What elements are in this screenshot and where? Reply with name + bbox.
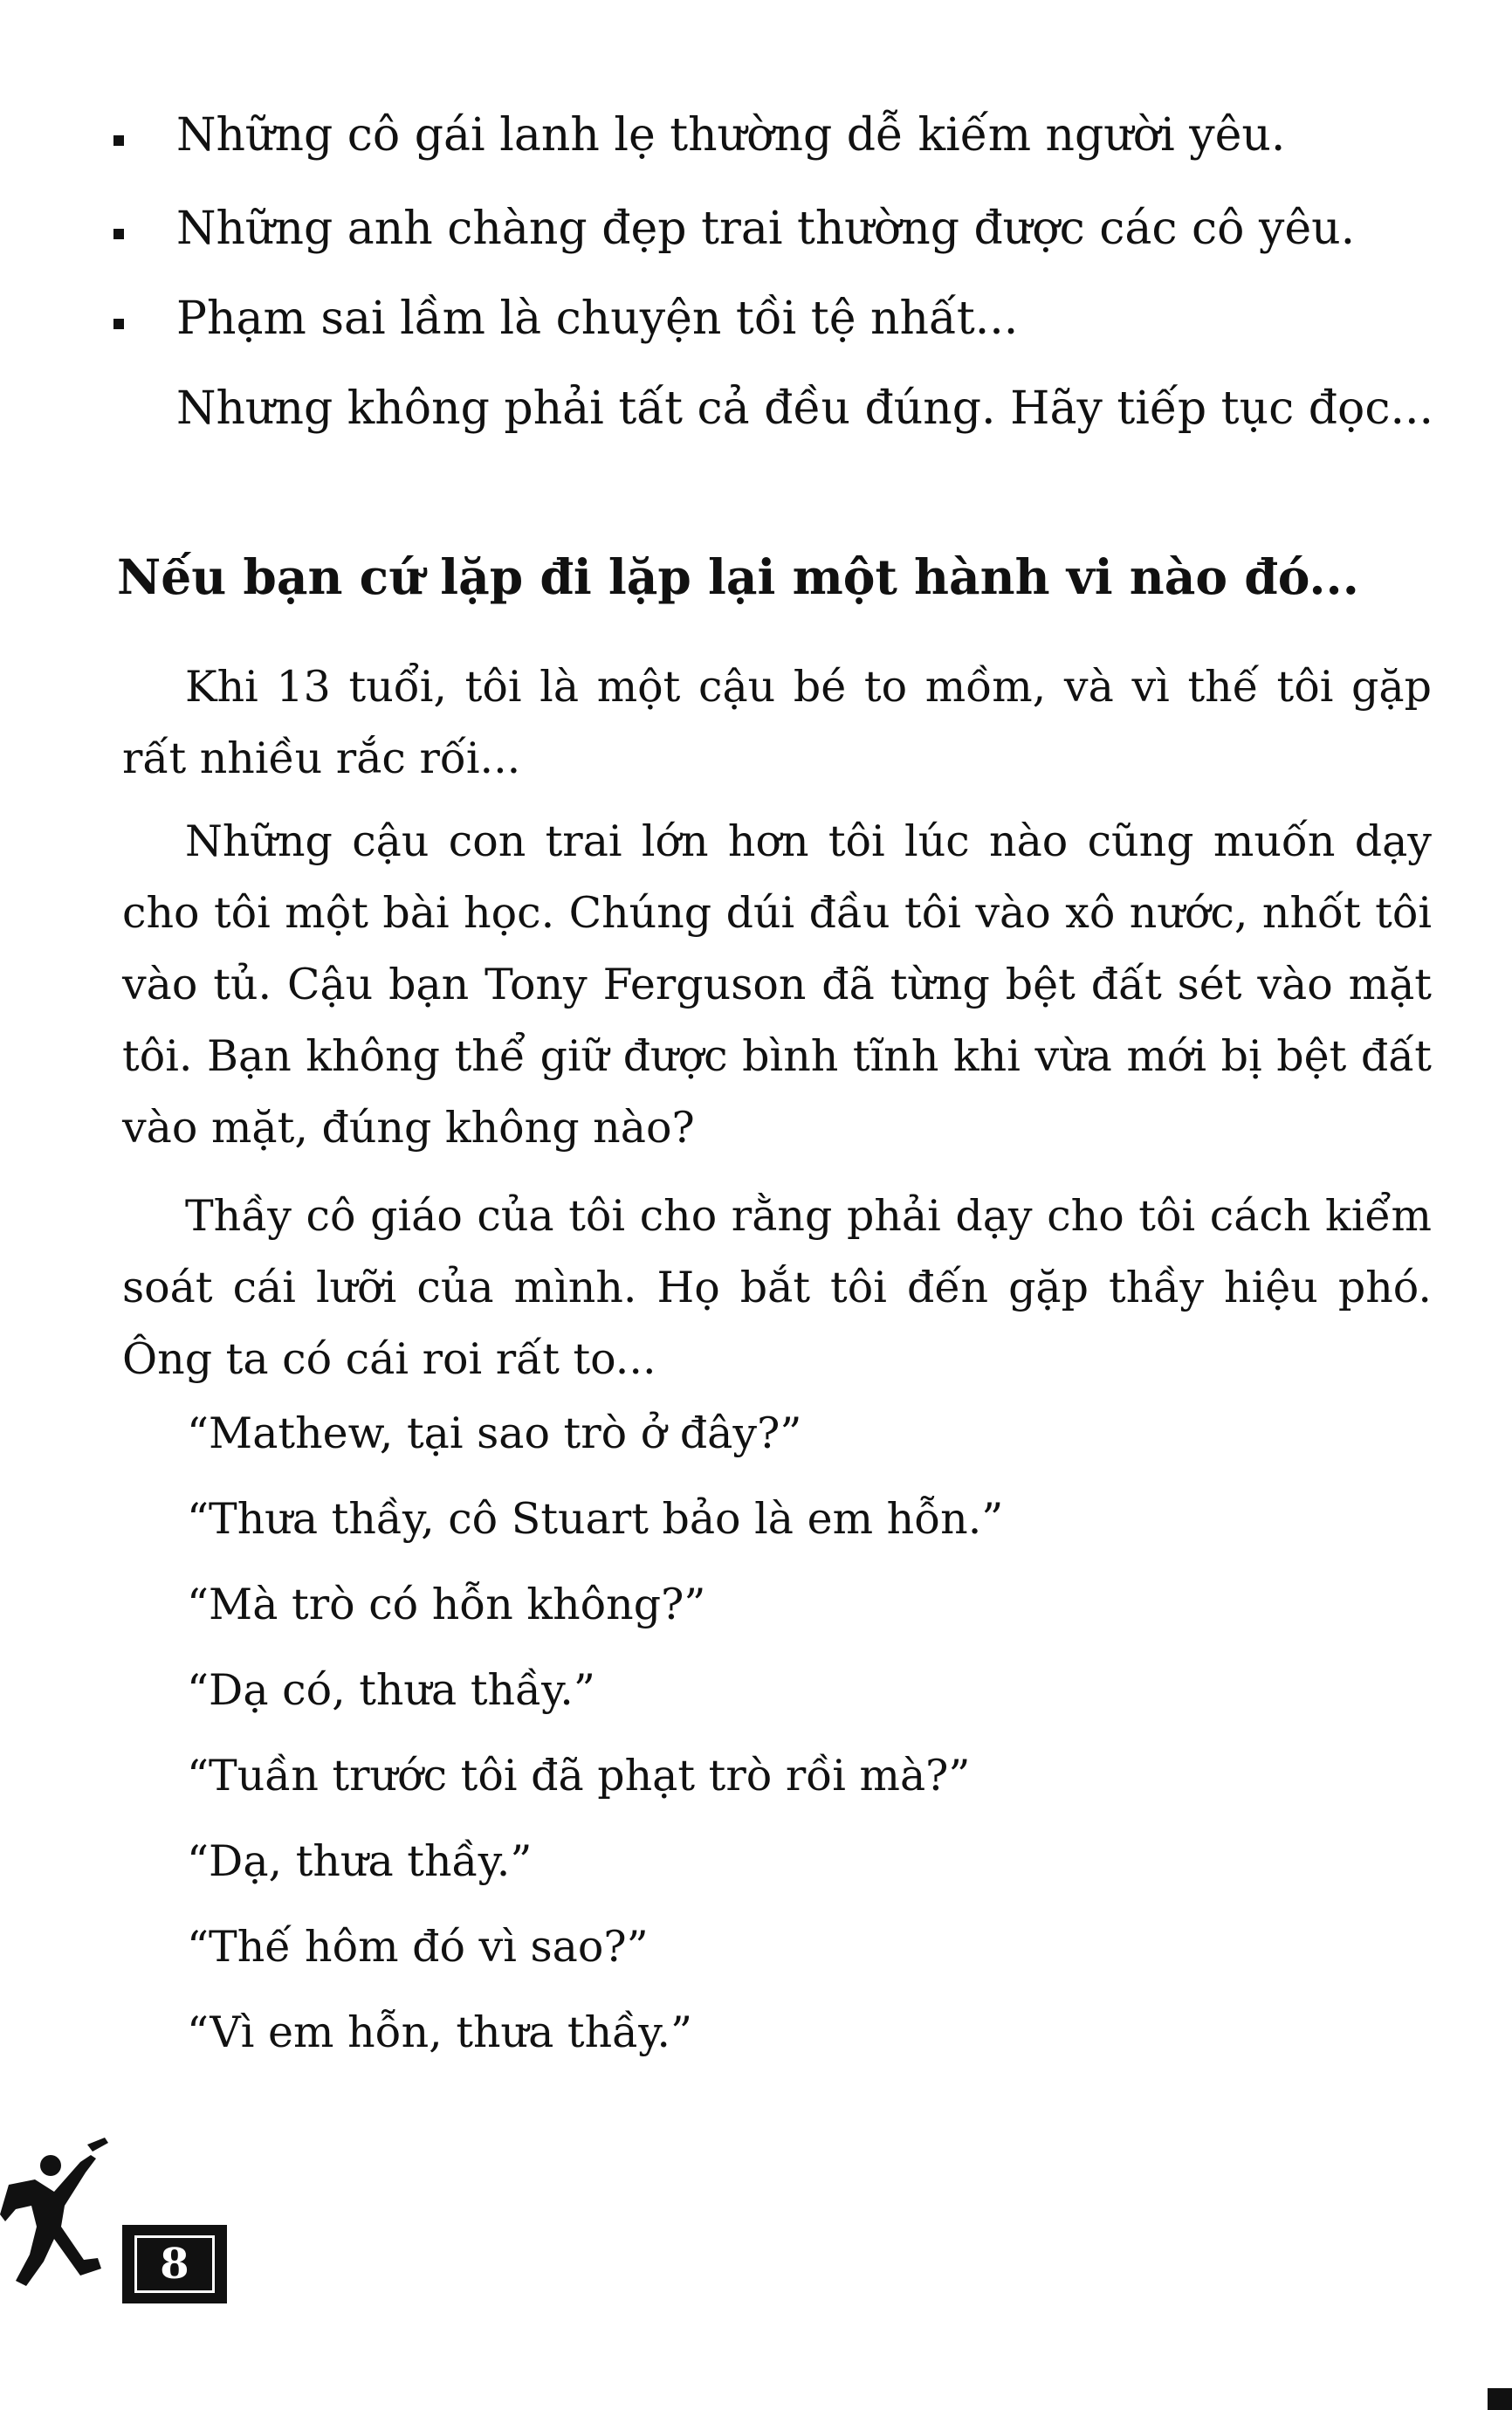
running-figure-icon (0, 2131, 122, 2296)
page-number: 8 (134, 2235, 215, 2293)
dialogue-line: “Thế hôm đó vì sao?” (187, 1922, 649, 1972)
dialogue-line: “Thưa thầy, cô Stuart bảo là em hỗn.” (187, 1494, 1004, 1544)
bullet-text: Những cô gái lanh lẹ thường dễ kiếm người yêu. (176, 109, 1286, 162)
bullet-text: Phạm sai lầm là chuyện tồi tệ nhất... (176, 293, 1019, 345)
dialogue-line: “Vì em hỗn, thưa thầy.” (187, 2007, 693, 2057)
bullet-text: Những anh chàng đẹp trai thường được các cô yêu. (176, 203, 1356, 255)
dialogue-line: “Mà trò có hỗn không?” (187, 1580, 706, 1629)
paragraph: Thầy cô giáo của tôi cho rằng phải dạy cho tôi cách kiểm soát cái lưỡi của mình. Họ bắt tôi đến gặp thầy hiệu phó. Ông ta có cái roi rất to... (122, 1191, 1432, 1384)
corner-mark (1488, 2388, 1512, 2410)
paragraph: Khi 13 tuổi, tôi là một cậu bé to mồm, và vì thế tôi gặp rất nhiều rắc rối... (122, 662, 1432, 783)
dialogue-line: “Dạ có, thưa thầy.” (187, 1665, 595, 1715)
bullet-square-icon (113, 319, 124, 329)
dialogue-line: “Tuần trước tôi đã phạt trò rồi mà?” (187, 1751, 971, 1801)
bullet-square-icon (113, 135, 124, 146)
paragraph: Những cậu con trai lớn hơn tôi lúc nào cũng muốn dạy cho tôi một bài học. Chúng dúi đầu tôi vào xô nước, nhốt tôi vào tủ. Cậu bạn Tony Ferguson đã từng bệt đất sét vào mặt tôi. Bạn không thể giữ được bình tĩnh khi vừa mới bị bệt đất vào mặt, đúng không nào? (122, 816, 1432, 1153)
page-number-box (122, 2225, 227, 2303)
bullet-followup-text: Nhưng không phải tất cả đều đúng. Hãy tiếp tục đọc... (176, 382, 1434, 435)
bullet-square-icon (113, 229, 124, 239)
dialogue-line: “Mathew, tại sao trò ở đây?” (187, 1408, 802, 1458)
dialogue-line: “Dạ, thưa thầy.” (187, 1836, 533, 1886)
section-heading: Nếu bạn cứ lặp đi lặp lại một hành vi nào đó... (117, 548, 1359, 605)
